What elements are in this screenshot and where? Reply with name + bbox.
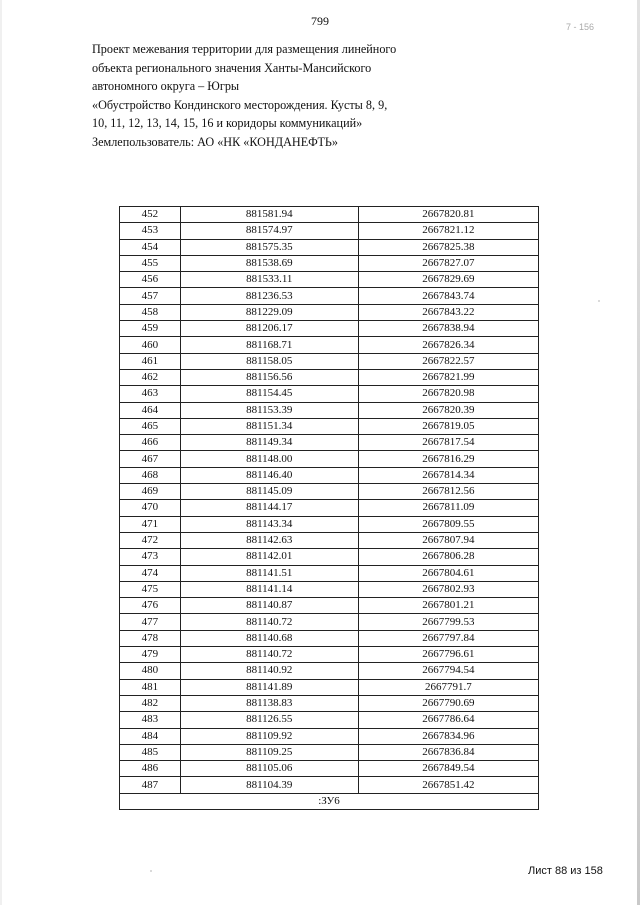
table-row: [120, 695, 539, 711]
table-row: [120, 598, 539, 614]
x-coordinate-cell: 881141.89: [180, 679, 358, 695]
point-number-cell: 453: [120, 223, 181, 239]
y-coordinate-cell: 2667825.38: [358, 239, 538, 255]
y-coordinate-cell: 2667838.94: [358, 321, 538, 337]
x-coordinate-cell: 881149.34: [180, 435, 358, 451]
document-header: [92, 40, 432, 152]
table-row: [120, 304, 539, 320]
y-coordinate-cell: 2667821.99: [358, 369, 538, 385]
x-coordinate-cell: 881154.45: [180, 386, 358, 402]
point-number-cell: 462: [120, 369, 181, 385]
x-coordinate-cell: 881142.01: [180, 549, 358, 565]
point-number-cell: 458: [120, 304, 181, 320]
header-line: 10, 11, 12, 13, 14, 15, 16 и коридоры коммуникаций»: [92, 116, 363, 131]
x-coordinate-cell: 881581.94: [180, 207, 358, 223]
table-row: [120, 647, 539, 663]
y-coordinate-cell: 2667790.69: [358, 695, 538, 711]
x-coordinate-cell: 881153.39: [180, 402, 358, 418]
coordinates-table-body: [120, 207, 539, 794]
point-number-cell: 461: [120, 353, 181, 369]
y-coordinate-cell: 2667829.69: [358, 272, 538, 288]
header-line: «Обустройство Кондинского месторождения. Кусты 8, 9,: [92, 97, 388, 112]
table-row: [120, 435, 539, 451]
point-number-cell: 459: [120, 321, 181, 337]
point-number-cell: 483: [120, 712, 181, 728]
scan-left-edge: [0, 0, 2, 905]
x-coordinate-cell: 881105.06: [180, 761, 358, 777]
y-coordinate-cell: 2667851.42: [358, 777, 538, 793]
point-number-cell: 455: [120, 255, 181, 271]
point-number-cell: 474: [120, 565, 181, 581]
y-coordinate-cell: 2667820.39: [358, 402, 538, 418]
table-row: [120, 402, 539, 418]
table-row: [120, 728, 539, 744]
x-coordinate-cell: 881168.71: [180, 337, 358, 353]
point-number-cell: 478: [120, 630, 181, 646]
table-row: [120, 614, 539, 630]
y-coordinate-cell: 2667820.81: [358, 207, 538, 223]
table-row: [120, 630, 539, 646]
y-coordinate-cell: 2667836.84: [358, 744, 538, 760]
point-number-cell: 476: [120, 598, 181, 614]
x-coordinate-cell: 881533.11: [180, 272, 358, 288]
point-number-cell: 454: [120, 239, 181, 255]
x-coordinate-cell: 881109.92: [180, 728, 358, 744]
y-coordinate-cell: 2667807.94: [358, 532, 538, 548]
point-number-cell: 472: [120, 532, 181, 548]
y-coordinate-cell: 2667791.7: [358, 679, 538, 695]
x-coordinate-cell: 881158.05: [180, 353, 358, 369]
header-line: объекта регионального значения Ханты-Мансийского: [92, 60, 372, 75]
x-coordinate-cell: 881144.17: [180, 500, 358, 516]
table-row: [120, 500, 539, 516]
y-coordinate-cell: 2667817.54: [358, 435, 538, 451]
point-number-cell: 468: [120, 467, 181, 483]
x-coordinate-cell: 881138.83: [180, 695, 358, 711]
table-row: [120, 663, 539, 679]
x-coordinate-cell: 881143.34: [180, 516, 358, 532]
y-coordinate-cell: 2667796.61: [358, 647, 538, 663]
table-row: [120, 532, 539, 548]
y-coordinate-cell: 2667849.54: [358, 761, 538, 777]
point-number-cell: 471: [120, 516, 181, 532]
scan-speck: [150, 870, 152, 872]
x-coordinate-cell: 881206.17: [180, 321, 358, 337]
x-coordinate-cell: 881575.35: [180, 239, 358, 255]
point-number-cell: 457: [120, 288, 181, 304]
y-coordinate-cell: 2667834.96: [358, 728, 538, 744]
point-number-cell: 467: [120, 451, 181, 467]
point-number-cell: 463: [120, 386, 181, 402]
archive-stamp: 7 - 156: [566, 22, 595, 32]
y-coordinate-cell: 2667821.12: [358, 223, 538, 239]
land-plot-label: :ЗУ6: [120, 793, 539, 809]
point-number-cell: 485: [120, 744, 181, 760]
table-row: [120, 337, 539, 353]
table-row: [120, 223, 539, 239]
point-number-cell: 484: [120, 728, 181, 744]
table-row: [120, 581, 539, 597]
table-row: [120, 777, 539, 793]
point-number-cell: 464: [120, 402, 181, 418]
y-coordinate-cell: 2667802.93: [358, 581, 538, 597]
point-number-cell: 482: [120, 695, 181, 711]
y-coordinate-cell: 2667804.61: [358, 565, 538, 581]
point-number-cell: 477: [120, 614, 181, 630]
page-number: 799: [311, 14, 329, 28]
y-coordinate-cell: 2667786.64: [358, 712, 538, 728]
x-coordinate-cell: 881140.72: [180, 647, 358, 663]
point-number-cell: 470: [120, 500, 181, 516]
y-coordinate-cell: 2667826.34: [358, 337, 538, 353]
scan-speck: [598, 300, 600, 302]
y-coordinate-cell: 2667827.07: [358, 255, 538, 271]
table-row: [120, 761, 539, 777]
table-row: [120, 744, 539, 760]
y-coordinate-cell: 2667794.54: [358, 663, 538, 679]
y-coordinate-cell: 2667820.98: [358, 386, 538, 402]
table-row: [120, 353, 539, 369]
table-row: [120, 321, 539, 337]
x-coordinate-cell: 881151.34: [180, 418, 358, 434]
x-coordinate-cell: 881156.56: [180, 369, 358, 385]
y-coordinate-cell: 2667809.55: [358, 516, 538, 532]
x-coordinate-cell: 881140.92: [180, 663, 358, 679]
y-coordinate-cell: 2667843.74: [358, 288, 538, 304]
table-row: [120, 484, 539, 500]
table-row: [120, 549, 539, 565]
table-row: [120, 712, 539, 728]
x-coordinate-cell: 881141.14: [180, 581, 358, 597]
table-row: [120, 369, 539, 385]
table-row: [120, 467, 539, 483]
sheet-counter: Лист 88 из 158: [528, 865, 603, 877]
table-row: [120, 565, 539, 581]
point-number-cell: 460: [120, 337, 181, 353]
x-coordinate-cell: 881126.55: [180, 712, 358, 728]
table-row: [120, 255, 539, 271]
point-number-cell: 473: [120, 549, 181, 565]
table-row: [120, 679, 539, 695]
x-coordinate-cell: 881140.72: [180, 614, 358, 630]
y-coordinate-cell: 2667801.21: [358, 598, 538, 614]
table-row: [120, 418, 539, 434]
y-coordinate-cell: 2667812.56: [358, 484, 538, 500]
header-line: автономного округа – Югры: [92, 79, 240, 94]
table-footer-row: [120, 793, 539, 809]
point-number-cell: 456: [120, 272, 181, 288]
table-row: [120, 451, 539, 467]
x-coordinate-cell: 881104.39: [180, 777, 358, 793]
y-coordinate-cell: 2667814.34: [358, 467, 538, 483]
point-number-cell: 466: [120, 435, 181, 451]
point-number-cell: 481: [120, 679, 181, 695]
table-row: [120, 239, 539, 255]
header-line: Землепользователь: АО «НК «КОНДАНЕФТЬ»: [92, 134, 339, 149]
table-row: [120, 272, 539, 288]
point-number-cell: 469: [120, 484, 181, 500]
table-row: [120, 516, 539, 532]
x-coordinate-cell: 881109.25: [180, 744, 358, 760]
point-number-cell: 479: [120, 647, 181, 663]
table-row: [120, 288, 539, 304]
y-coordinate-cell: 2667806.28: [358, 549, 538, 565]
x-coordinate-cell: 881538.69: [180, 255, 358, 271]
header-line: Проект межевания территории для размещения линейного: [92, 42, 397, 56]
x-coordinate-cell: 881141.51: [180, 565, 358, 581]
y-coordinate-cell: 2667799.53: [358, 614, 538, 630]
x-coordinate-cell: 881236.53: [180, 288, 358, 304]
x-coordinate-cell: 881229.09: [180, 304, 358, 320]
coordinates-table: [119, 206, 539, 810]
y-coordinate-cell: 2667819.05: [358, 418, 538, 434]
y-coordinate-cell: 2667816.29: [358, 451, 538, 467]
y-coordinate-cell: 2667843.22: [358, 304, 538, 320]
point-number-cell: 452: [120, 207, 181, 223]
x-coordinate-cell: 881145.09: [180, 484, 358, 500]
x-coordinate-cell: 881140.68: [180, 630, 358, 646]
x-coordinate-cell: 881146.40: [180, 467, 358, 483]
table-row: [120, 207, 539, 223]
point-number-cell: 475: [120, 581, 181, 597]
x-coordinate-cell: 881148.00: [180, 451, 358, 467]
y-coordinate-cell: 2667811.09: [358, 500, 538, 516]
point-number-cell: 480: [120, 663, 181, 679]
point-number-cell: 487: [120, 777, 181, 793]
y-coordinate-cell: 2667797.84: [358, 630, 538, 646]
point-number-cell: 486: [120, 761, 181, 777]
table-row: [120, 386, 539, 402]
x-coordinate-cell: 881140.87: [180, 598, 358, 614]
x-coordinate-cell: 881574.97: [180, 223, 358, 239]
point-number-cell: 465: [120, 418, 181, 434]
y-coordinate-cell: 2667822.57: [358, 353, 538, 369]
x-coordinate-cell: 881142.63: [180, 532, 358, 548]
